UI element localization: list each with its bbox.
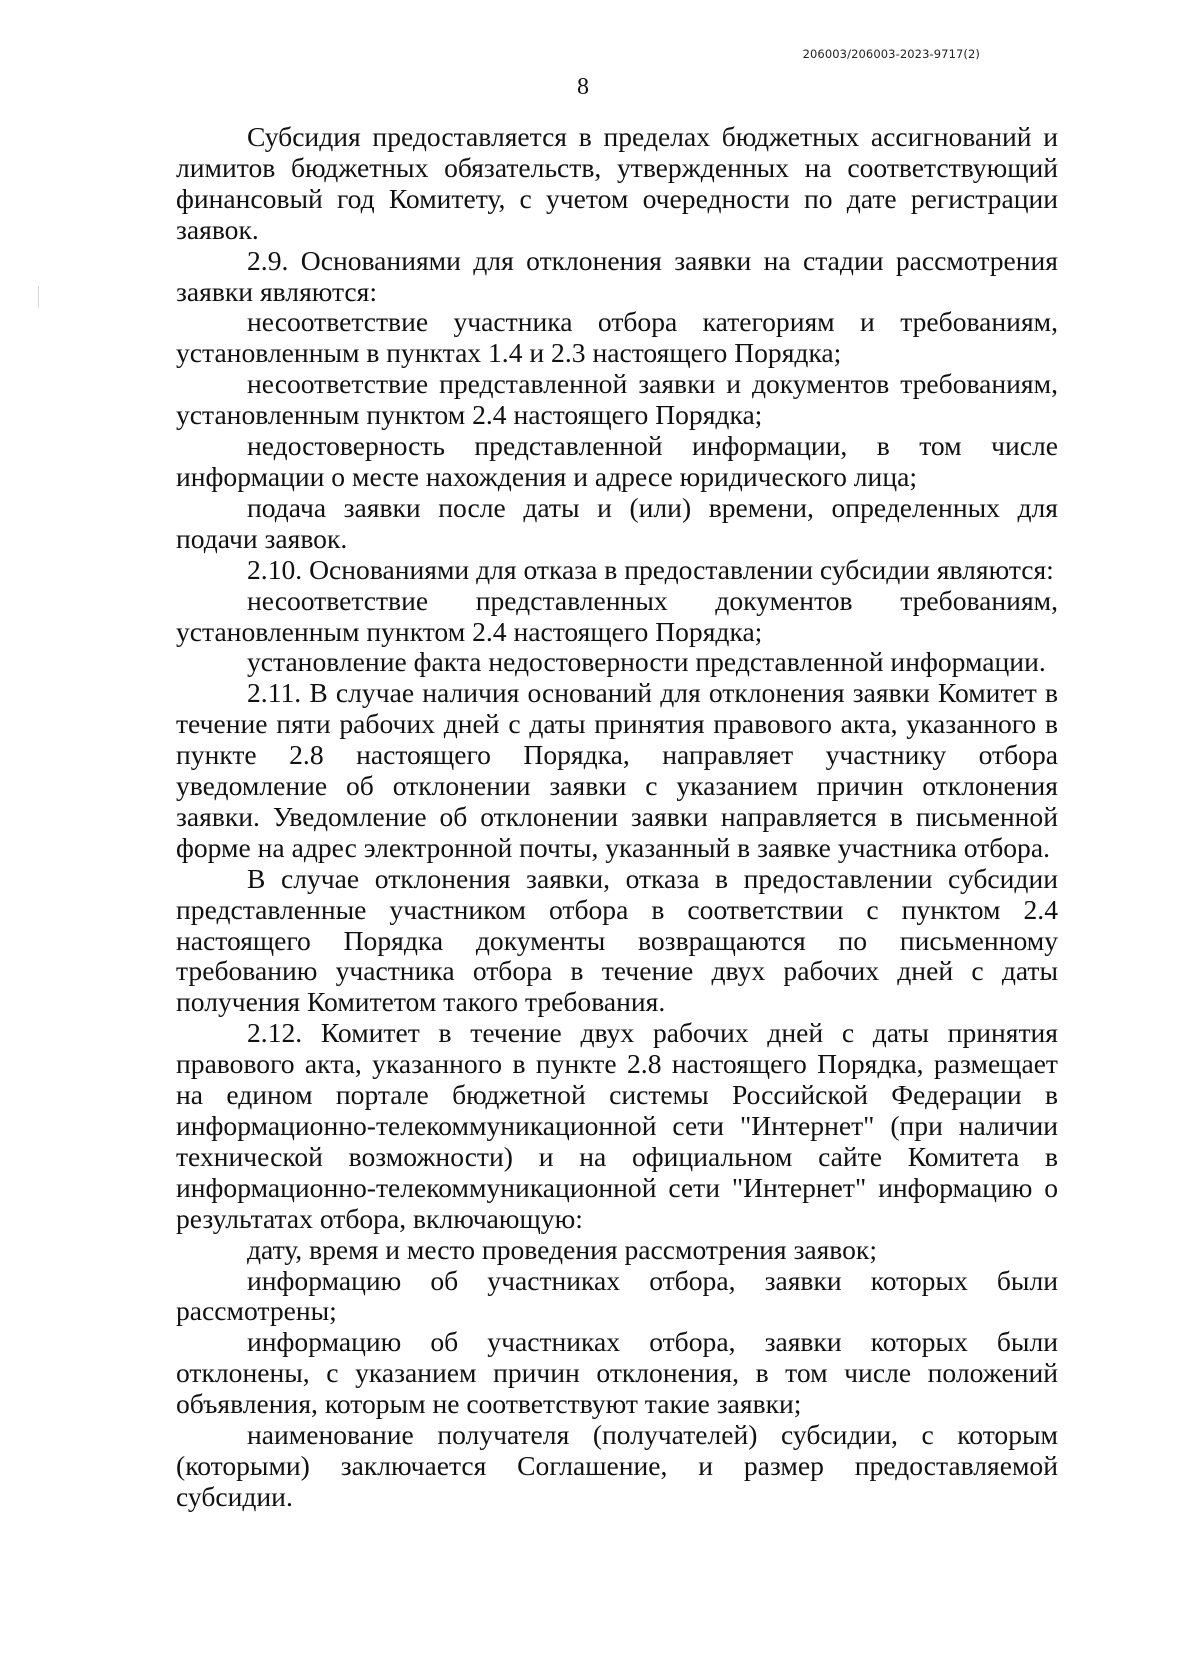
- document-body: [176, 122, 1058, 1513]
- paragraph-2-12-item-3: информацию об участниках отбора, заявки которых были отклонены, с указанием причин отклонения, в том числе положений объявления, которым не соответствуют такие заявки;: [176, 1326, 1058, 1420]
- paragraph-2-9-item-3: недостоверность представленной информации, в том числе информации о месте нахождения и адресе юридического лица;: [176, 430, 1058, 492]
- paragraph-2-12-heading: 2.12. Комитет в течение двух рабочих дней с даты принятия правового акта, указанного в пункте 2.8 настоящего Порядка, размещает на едином портале бюджетной системы Российской Федерации в информационно-телекоммуникационной сети "Интернет" (при наличии технической возможности) и на официальном сайте Комитета в информационно-телекоммуникационной сети "Интернет" информацию о результатах отбора, включающую:: [176, 1017, 1058, 1234]
- paragraph-2-12-item-4: наименование получателя (получателей) субсидии, с которым (которыми) заключается Соглашение, и размер предоставляемой субсидии.: [176, 1419, 1058, 1512]
- paragraph-2-12-item-2: информацию об участниках отбора, заявки которых были рассмотрены;: [176, 1264, 1058, 1327]
- paragraph-2-9-item-1: несоответствие участника отбора категориям и требованиям, установленным в пунктах 1.4 и 2.3 настоящего Порядка;: [176, 306, 1058, 369]
- paragraph-2-10-heading: 2.10. Основаниями для отказа в предоставлении субсидии являются:: [247, 553, 1054, 585]
- page-number: 8: [577, 74, 589, 100]
- paragraph-2-9-item-2: несоответствие представленной заявки и документов требованиям, установленным пунктом 2.4 настоящего Порядка;: [176, 368, 1058, 431]
- paragraph-2-12-item-1: дату, время и место проведения рассмотрения заявок;: [247, 1233, 877, 1265]
- paragraph-2-10-item-1: несоответствие представленных документов требованиям, установленным пунктом 2.4 настоящего Порядка;: [176, 584, 1058, 647]
- scan-margin-mark: [38, 286, 39, 308]
- paragraph-2-11: 2.11. В случае наличия оснований для отклонения заявки Комитет в течение пяти рабочих дней с даты принятия правового акта, указанного в пункте 2.8 настоящего Порядка, направляет участнику отбора уведомление об отклонении заявки с указанием причин отклонения заявки. Уведомление об отклонении заявки направляется в письменной форме на адрес электронной почты, указанный в заявке участника отбора.: [176, 677, 1058, 863]
- paragraph-2-9-heading: 2.9. Основаниями для отклонения заявки на стадии рассмотрения заявки являются:: [176, 244, 1058, 307]
- paragraph-2-9-item-4: подача заявки после даты и (или) времени, определенных для подачи заявок.: [176, 491, 1058, 554]
- paragraph-subsidy-limits: Субсидия предоставляется в пределах бюджетных ассигнований и лимитов бюджетных обязательств, утвержденных на соответствующий финансовый год Комитету, с учетом очередности по дате регистрации заявок.: [176, 121, 1058, 245]
- document-registration-number: 206003/206003-2023-9717(2): [802, 47, 980, 61]
- paragraph-2-10-item-2: установление факта недостоверности представленной информации.: [247, 646, 1046, 678]
- paragraph-2-11-return-documents: В случае отклонения заявки, отказа в предоставлении субсидии представленные участником отбора в соответствии с пунктом 2.4 настоящего Порядка документы возвращаются по письменному требованию участника отбора в течение двух рабочих дней с даты получения Комитетом такого требования.: [176, 862, 1058, 1018]
